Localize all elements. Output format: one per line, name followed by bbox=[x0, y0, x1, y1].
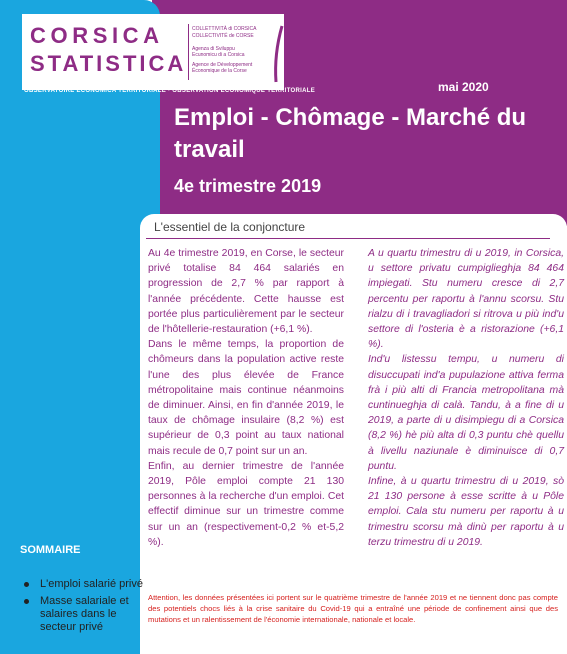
sommaire-item[interactable] bbox=[20, 578, 150, 591]
logo-small-text: Ecunomicu di a Corsica bbox=[192, 52, 245, 58]
french-paragraph: Enfin, au dernier trimestre de l'année 2019, Pôle emploi compte 21 130 personnes à la recherche d'un emploi. Cet effectif diminue sur un trimestre comme sur un an (respectivement-0,2 % et-5,2 %). bbox=[148, 460, 344, 548]
section-divider bbox=[146, 238, 550, 239]
logo-line-1: CORSICA bbox=[30, 23, 164, 48]
logo-small-text: COLLECTIVITÉ de CORSE bbox=[192, 33, 254, 39]
logo-small-text: Économique de la Corse bbox=[192, 68, 247, 74]
logo-swoosh-icon bbox=[272, 24, 284, 84]
logo-small-text: COLLETTIVITÀ di CORSICA bbox=[192, 26, 257, 32]
logo-divider bbox=[188, 24, 189, 80]
french-paragraph: Au 4e trimestre 2019, en Corse, le secteur privé totalise 84 464 salariés en progression de 2,7 % par rapport à l'année précédente. Cette hausse est portée plus particulièrement par le secteur de l'hôtellerie-restauration (+6,1 %). bbox=[148, 248, 344, 336]
page-subtitle: 4e trimestre 2019 bbox=[174, 176, 322, 196]
sommaire-item-label: Masse salariale et salaires dans le secteur privé bbox=[40, 595, 129, 633]
publication-date: mai 2020 bbox=[438, 80, 489, 94]
sommaire-item-label: L'emploi salarié privé bbox=[40, 578, 143, 590]
corsican-paragraph: Infine, à u quartu trimestru di u 2019, sò 21 130 persone à esse scritte à u Pôle emploi. Cala stu numeru per raportu à u trimestru scorsu mà dinù per raportu à u terzu trimestru di u 2019. bbox=[368, 476, 564, 548]
sommaire-title: SOMMAIRE bbox=[20, 544, 81, 556]
attention-note: Attention, les données présentées ici portent sur le quatrième trimestre de l'année 2019 et ne tiennent donc pas compte des potentiels chocs liés à la crise sanitaire du Covid-19 qui a entraîné une période de confinement ainsi que des mutations et un ralentissement de l'économie internationale, nationale et locale. bbox=[148, 593, 558, 624]
sommaire-list bbox=[20, 578, 150, 638]
tagline: OBSERVATOIRE ECONOMICA TERRITORIALE · OBSERVATION ÉCONOMIQUE TERRITORIALE bbox=[24, 88, 316, 94]
corsican-paragraph: Ind'u listessu tempu, u numeru di disuccupati ind'a pupulazione attiva ferma frà i più alti di Francia metropolitana mà cuntinueghja di calà. Tandu, à a fine di u 2019, a parte di u disimpiegu di a Corsica (8,2 %) hè più alta di 0,3 puntu chè quellu à livellu naziunale è diminuisce di 0,7 puntu. bbox=[368, 354, 564, 472]
logo-line-2: STATISTICA bbox=[30, 51, 187, 76]
section-heading: L'essentiel de la conjoncture bbox=[154, 220, 306, 234]
french-column bbox=[148, 246, 344, 550]
french-paragraph: Dans le même temps, la proportion de chômeurs dans la population active reste l'une des plus élevée de France métropolitaine mais continue néanmoins de diminuer. Ainsi, en fin d'année 2019, le taux de chômage insulaire (8,2 %) est supérieur de 0,3 point au taux national mais recule de 0,7 point sur un an. bbox=[148, 339, 344, 457]
corsican-column bbox=[368, 246, 564, 550]
logo-small-text: Agence de Développement bbox=[192, 62, 253, 68]
bullet-icon bbox=[24, 582, 29, 587]
sommaire-item[interactable] bbox=[20, 595, 150, 634]
logo-small-text: Agenza di Sviluppu bbox=[192, 46, 235, 52]
corsican-paragraph: A u quartu trimestru di u 2019, in Corsica, u settore privatu cumpiglieghja 84 464 impiegati. Stu numeru cresce di 2,7 percentu per raportu à l'annu scorsu. Stu rialzu di i travagliadori si ritrova u più ind'u settore di l'osteria è a ristorazione (+6,1 %). bbox=[368, 248, 564, 351]
page-title: Emploi - Chômage - Marché du travail bbox=[174, 104, 527, 163]
bullet-icon bbox=[24, 599, 29, 604]
logo bbox=[22, 14, 284, 90]
